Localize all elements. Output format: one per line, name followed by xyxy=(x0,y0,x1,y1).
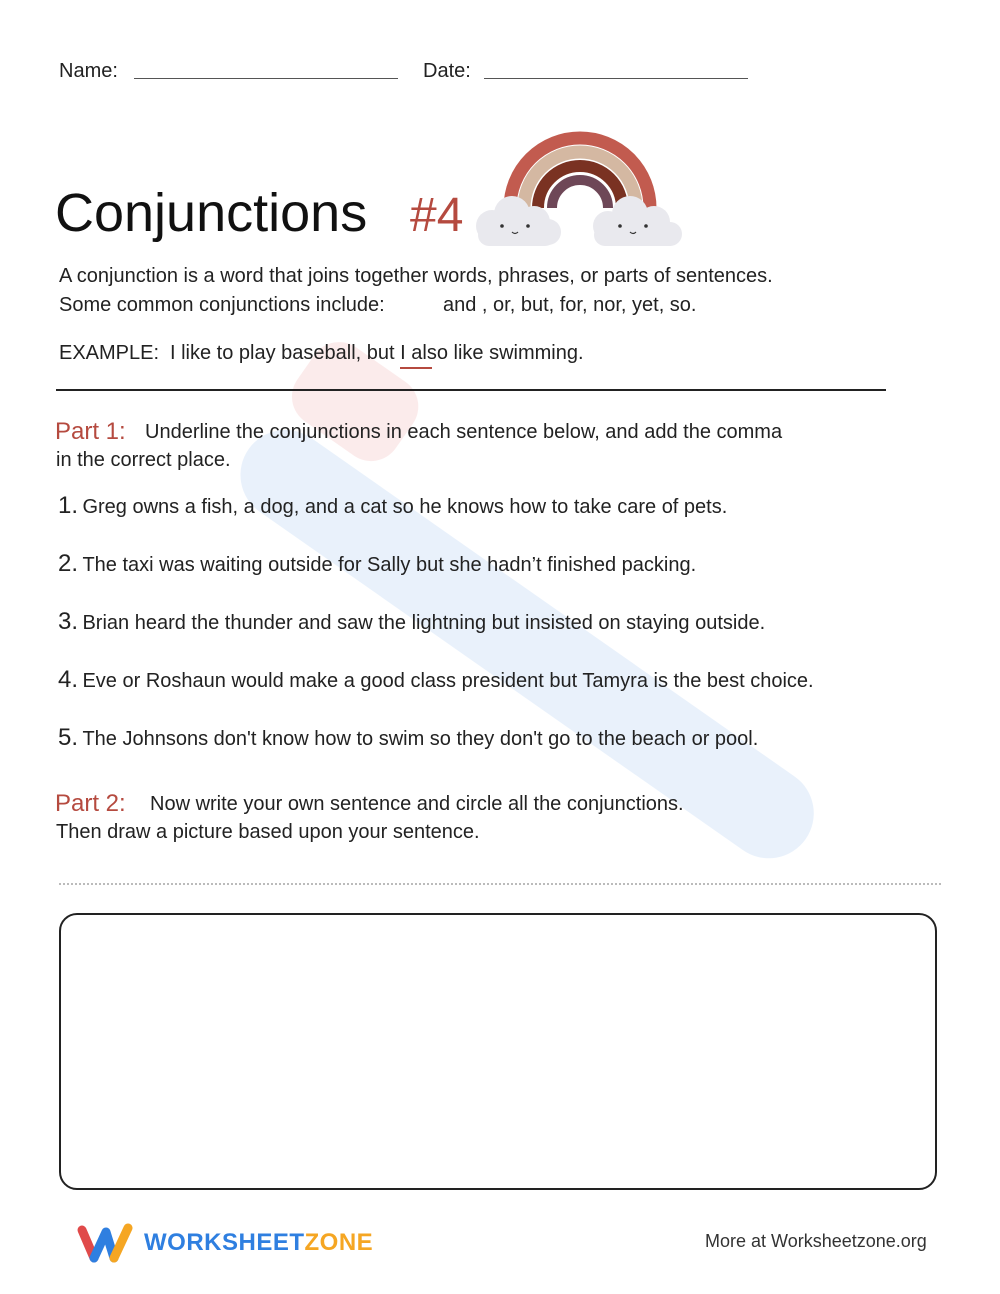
part2-label: Part 2: xyxy=(55,790,126,817)
example-sentence: I like to play baseball, but I also like swimming. xyxy=(170,342,584,364)
date-label: Date: xyxy=(423,60,471,82)
part2-instruction-2: Then draw a picture based upon your sentence. xyxy=(56,821,480,843)
item-text[interactable]: Brian heard the thunder and saw the lightning but insisted on staying outside. xyxy=(82,612,766,634)
part2-instruction-1: Now write your own sentence and circle all the conjunctions. xyxy=(150,793,684,815)
item-text[interactable]: Eve or Roshaun would make a good class president but Tamyra is the best choice. xyxy=(82,670,814,692)
part1-label: Part 1: xyxy=(55,418,126,445)
title-number: #4 xyxy=(410,189,464,242)
more-link[interactable]: More at Worksheetzone.org xyxy=(705,1231,927,1251)
drawing-box[interactable] xyxy=(59,913,937,1190)
footer-logo xyxy=(76,1222,373,1264)
item-text[interactable]: The taxi was waiting outside for Sally but she hadn’t finished packing. xyxy=(82,554,697,576)
section-divider xyxy=(56,389,886,391)
list-item xyxy=(58,550,696,578)
list-item xyxy=(58,492,727,520)
writing-line[interactable] xyxy=(59,883,941,885)
item-number: 3. xyxy=(58,608,79,635)
date-line[interactable] xyxy=(484,78,748,79)
logo-text-zone: ZONE xyxy=(304,1229,374,1256)
item-number: 1. xyxy=(58,492,79,519)
item-number: 4. xyxy=(58,666,79,693)
name-label: Name: xyxy=(59,60,118,82)
list-item xyxy=(58,608,765,636)
list-item xyxy=(58,666,814,694)
intro-line-1: A conjunction is a word that joins together words, phrases, or parts of sentences. xyxy=(59,265,773,287)
watermark-logo xyxy=(150,300,910,980)
part1-instruction-1: Underline the conjunctions in each sentence below, and add the comma xyxy=(145,421,783,443)
worksheetzone-logo-icon xyxy=(76,1222,134,1264)
item-number: 2. xyxy=(58,550,79,577)
name-line[interactable] xyxy=(134,78,398,79)
item-number: 5. xyxy=(58,724,79,751)
rainbow-clouds-icon xyxy=(470,118,690,258)
item-text[interactable]: The Johnsons don't know how to swim so they don't go to the beach or pool. xyxy=(82,728,759,750)
example-underline xyxy=(400,367,432,369)
conjunction-list: and , or, but, for, nor, yet, so. xyxy=(443,294,697,316)
item-text[interactable]: Greg owns a fish, a dog, and a cat so he knows how to take care of pets. xyxy=(82,496,728,518)
intro-line-2: Some common conjunctions include: xyxy=(59,294,385,316)
part1-instruction-2: in the correct place. xyxy=(56,449,231,471)
page-title: Conjunctions xyxy=(55,183,368,243)
list-item xyxy=(58,724,758,752)
logo-text-worksheet: WORKSHEET xyxy=(144,1229,305,1256)
example-label: EXAMPLE: xyxy=(59,342,160,364)
